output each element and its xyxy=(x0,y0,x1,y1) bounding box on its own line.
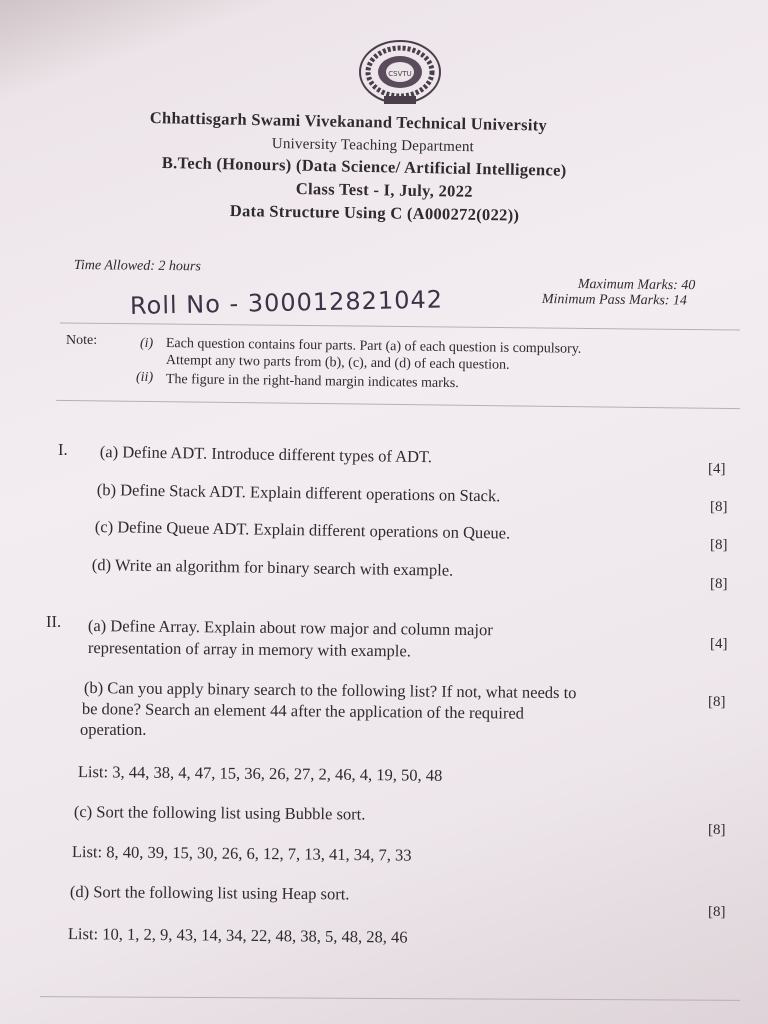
note-item-1-line-1: Each question contains four parts. Part (a) of each question is compulsory. xyxy=(165,336,582,357)
department-name: University Teaching Department xyxy=(271,136,475,156)
maximum-marks: Maximum Marks: 40 xyxy=(577,277,696,294)
question-2-number: II. xyxy=(46,612,62,631)
question-2b-line-2: be done? Search an element 44 after the application of the required xyxy=(81,699,525,723)
question-1-number: I. xyxy=(58,440,68,459)
note-item-2-number: (ii) xyxy=(136,370,154,385)
divider xyxy=(56,400,740,409)
question-1d-marks: [8] xyxy=(710,576,728,592)
note-item-1-number: (i) xyxy=(140,336,154,351)
question-2b-marks: [8] xyxy=(708,694,726,710)
question-1a-marks: [4] xyxy=(708,461,726,477)
question-2d-text: (d) Sort the following list using Heap sort. xyxy=(69,882,350,904)
university-name: Chhattisgarh Swami Vivekanand Technical University xyxy=(149,108,548,135)
question-1c-marks: [8] xyxy=(710,537,728,553)
divider xyxy=(40,996,740,1001)
question-1b-marks: [8] xyxy=(710,499,728,515)
question-2a-line-2: representation of array in memory with example. xyxy=(87,638,411,661)
question-1b-text: (b) Define Stack ADT. Explain different operations on Stack. xyxy=(96,480,501,506)
question-2a-line-1: (a) Define Array. Explain about row major and column major xyxy=(87,616,493,640)
question-2b-line-1: (b) Can you apply binary search to the following list? If not, what needs to xyxy=(83,678,577,703)
question-2c-text: (c) Sort the following list using Bubble sort. xyxy=(73,802,366,824)
note-item-2-line-1: The figure in the right-hand margin indicates marks. xyxy=(165,372,459,392)
test-title: Class Test - I, July, 2022 xyxy=(295,179,473,201)
note-item-1-line-2: Attempt any two parts from (b), (c), and (d) of each question. xyxy=(165,353,510,373)
program-name: B.Tech (Honours) (Data Science/ Artificial Intelligence) xyxy=(161,153,567,180)
question-2c-list: List: 8, 40, 39, 15, 30, 26, 6, 12, 7, 13, 41, 34, 7, 33 xyxy=(71,842,412,865)
question-1c-text: (c) Define Queue ADT. Explain different operations on Queue. xyxy=(94,517,511,543)
question-2d-marks: [8] xyxy=(708,904,726,920)
question-1d-text: (d) Write an algorithm for binary search with example. xyxy=(91,555,454,580)
question-2b-list: List: 3, 44, 38, 4, 47, 15, 36, 26, 27, 2, 46, 4, 19, 50, 48 xyxy=(77,762,443,785)
subject-title: Data Structure Using C (A000272(022)) xyxy=(229,201,520,225)
note-label: Note: xyxy=(66,333,98,348)
question-2c-marks: [8] xyxy=(708,822,726,838)
divider xyxy=(60,322,740,330)
university-seal-icon xyxy=(354,36,446,108)
seal-text: CSVTU xyxy=(388,70,412,78)
question-1a-text: (a) Define ADT. Introduce different types of ADT. xyxy=(99,442,433,467)
question-2b-line-3: operation. xyxy=(80,720,147,739)
handwritten-roll-number: Roll No - 300012821042 xyxy=(129,285,444,320)
question-2d-list: List: 10, 1, 2, 9, 43, 14, 34, 22, 48, 38, 5, 48, 28, 46 xyxy=(67,924,408,947)
time-allowed: Time Allowed: 2 hours xyxy=(73,258,201,275)
question-2a-marks: [4] xyxy=(710,636,728,652)
minimum-pass-marks: Minimum Pass Marks: 14 xyxy=(541,292,688,309)
